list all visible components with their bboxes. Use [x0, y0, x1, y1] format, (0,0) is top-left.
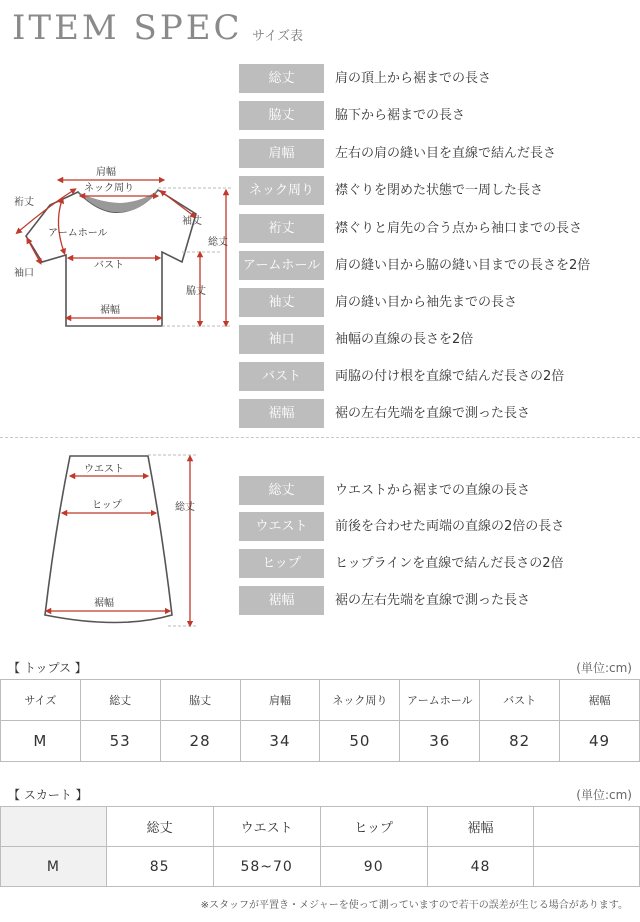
yuki-label: 裄丈 [14, 197, 34, 208]
spec-desc: 左右の肩の縫い目を直線で結んだ長さ [335, 146, 557, 161]
header-cell: ヒップ [320, 807, 427, 847]
value-cell: 34 [240, 721, 320, 762]
bust-label: バスト [94, 260, 124, 271]
skirt-hem-label: 裾幅 [94, 598, 114, 609]
spec-row [239, 214, 629, 243]
spec-desc: 前後を合わせた両端の直線の2倍の長さ [335, 519, 565, 534]
header-cell: バスト [480, 680, 560, 721]
header-cell: ウエスト [213, 807, 320, 847]
spec-row [239, 399, 629, 428]
spec-row [239, 176, 629, 205]
spec-desc: 肩の縫い目から脇の縫い目までの長さを2倍 [335, 258, 591, 273]
spec-label: 総丈 [239, 476, 324, 505]
spec-label: 総丈 [239, 64, 324, 93]
header-cell: 脇丈 [160, 680, 240, 721]
skirt-unit-label: (単位:cm) [576, 788, 632, 802]
spec-desc: 襟ぐりを閉めた状態で一周した長さ [335, 183, 544, 198]
page-title: ITEM SPEC [12, 8, 243, 48]
header-cell: 裾幅 [560, 680, 640, 721]
skirt-diagram [0, 0, 240, 640]
value-cell: 53 [80, 721, 160, 762]
spec-desc: 裾の左右先端を直線で測った長さ [335, 406, 531, 421]
header-cell: 総丈 [106, 807, 213, 847]
value-cell: 85 [106, 847, 213, 887]
tops-section-title: 【 トップス 】 [8, 661, 87, 675]
side-length-label: 脇丈 [186, 286, 206, 297]
spec-desc: 袖幅の直線の長さを2倍 [335, 332, 474, 347]
spec-label: ネック周り [239, 176, 324, 205]
spec-row [239, 64, 629, 93]
spec-row [239, 288, 629, 317]
spec-desc: 脇下から裾までの長さ [335, 108, 466, 123]
shoulder-label: 肩幅 [96, 167, 116, 178]
value-cell: 49 [560, 721, 640, 762]
page-subtitle: サイズ表 [252, 29, 303, 44]
spec-row [239, 139, 629, 168]
skirt-size-table [0, 806, 640, 887]
spec-desc: ウエストから裾までの直線の長さ [335, 483, 531, 498]
spec-row [239, 325, 629, 354]
size-cell: M [1, 721, 81, 762]
spec-label: 裄丈 [239, 214, 324, 243]
spec-desc: 両脇の付け根を直線で結んだ長さの2倍 [335, 369, 565, 384]
header-cell: 肩幅 [240, 680, 320, 721]
skirt-section-title: 【 スカート 】 [8, 788, 88, 802]
spec-label: 裾幅 [239, 399, 324, 428]
table-header-row [1, 680, 640, 721]
header-cell: ネック周り [320, 680, 400, 721]
table-row [1, 721, 640, 762]
value-cell [534, 847, 640, 887]
neck-label: ネック周り [84, 183, 134, 194]
spec-label: 袖口 [239, 325, 324, 354]
waist-label: ウエスト [84, 464, 124, 475]
spec-label: 裾幅 [239, 586, 324, 615]
value-cell: 36 [400, 721, 480, 762]
spec-label: 脇丈 [239, 101, 324, 130]
value-cell: 90 [320, 847, 427, 887]
spec-row [239, 549, 629, 578]
value-cell: 48 [427, 847, 534, 887]
spec-label: 肩幅 [239, 139, 324, 168]
total-length-label: 総丈 [208, 237, 228, 248]
spec-desc: ヒップラインを直線で結んだ長さの2倍 [335, 556, 564, 571]
header-cell: 裾幅 [427, 807, 534, 847]
spec-desc: 襟ぐりと肩先の合う点から袖口までの長さ [335, 221, 583, 236]
header-cell: サイズ [1, 680, 81, 721]
sleeve-length-label: 袖丈 [182, 216, 202, 227]
value-cell: 28 [160, 721, 240, 762]
spec-desc: 肩の縫い目から袖先までの長さ [335, 295, 518, 310]
table-header-row [1, 807, 640, 847]
spec-row [239, 512, 629, 541]
value-cell: 58~70 [213, 847, 320, 887]
spec-desc: 肩の頂上から裾までの長さ [335, 71, 492, 86]
spec-label: ウエスト [239, 512, 324, 541]
spec-row [239, 251, 629, 280]
spec-row [239, 586, 629, 615]
header-cell [1, 807, 107, 847]
spec-row [239, 101, 629, 130]
skirt-total-length-label: 総丈 [175, 502, 195, 513]
hip-label: ヒップ [92, 500, 122, 511]
hem-label: 裾幅 [100, 305, 120, 316]
header-cell: アームホール [400, 680, 480, 721]
spec-desc: 裾の左右先端を直線で測った長さ [335, 593, 531, 608]
header-cell [534, 807, 640, 847]
spec-label: ヒップ [239, 549, 324, 578]
tops-size-table [0, 679, 640, 762]
header-cell: 総丈 [80, 680, 160, 721]
value-cell: 82 [480, 721, 560, 762]
footnote: ※スタッフが平置き・メジャーを使って測っていますので若干の誤差が生じる場合があります。 [200, 900, 628, 911]
spec-label: 袖丈 [239, 288, 324, 317]
spec-row [239, 476, 629, 505]
size-cell: M [1, 847, 107, 887]
cuff-label: 袖口 [14, 268, 34, 279]
spec-label: バスト [239, 362, 324, 391]
spec-label: アームホール [239, 251, 324, 280]
value-cell: 50 [320, 721, 400, 762]
tops-unit-label: (単位:cm) [576, 661, 632, 675]
table-row [1, 847, 640, 887]
armhole-label: アームホール [48, 228, 108, 239]
spec-row [239, 362, 629, 391]
